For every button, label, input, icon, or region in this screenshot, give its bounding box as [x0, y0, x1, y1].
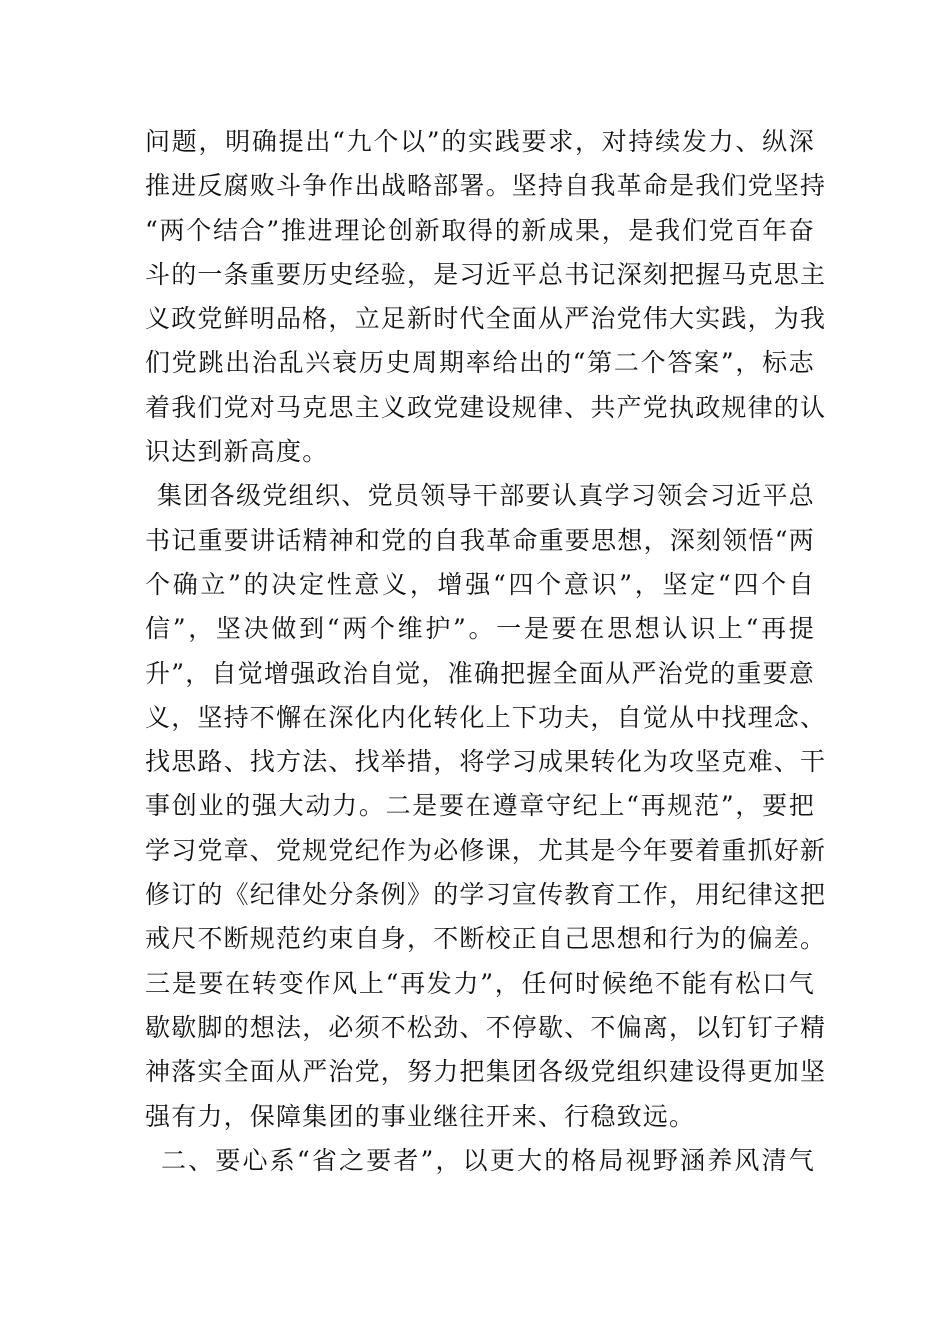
text-line: 升”，自觉增强政治自觉，准确把握全面从严治党的重要意 [145, 658, 815, 688]
text-line: 事创业的强大动力。二是要在遵章守纪上“再规范”，要把 [145, 791, 815, 821]
text-line: 义，坚持不懈在深化内化转化上下功夫，自觉从中找理念、 [145, 702, 827, 732]
paragraph-2 [145, 474, 827, 1138]
text-line: 学习党章、党规党纪作为必修课，尤其是今年要着重抓好新 [145, 835, 827, 865]
paragraph-1 [145, 120, 827, 474]
text-line: 信”，坚决做到“两个维护”。一是要在思想认识上“再提 [145, 614, 815, 644]
paragraph-3 [145, 1139, 815, 1183]
text-line: 找思路、找方法、找举措，将学习成果转化为攻坚克难、干 [145, 747, 827, 777]
text-line: 推进反腐败斗争作出战略部署。坚持自我革命是我们党坚持 [145, 171, 827, 201]
text-line: 着我们党对马克思主义政党建设规律、共产党执政规律的认 [145, 392, 827, 422]
text-line: 义政党鲜明品格，立足新时代全面从严治党伟大实践，为我 [145, 304, 827, 334]
text-line: 集团各级党组织、党员领导干部要认真学习领会习近平总 [157, 481, 815, 511]
text-line: 个确立”的决定性意义，增强“四个意识”，坚定“四个自 [145, 569, 815, 599]
text-line: 问题，明确提出“九个以”的实践要求，对持续发力、纵深 [145, 127, 815, 156]
text-line: 强有力，保障集团的事业继往开来、行稳致远。 [145, 1101, 696, 1131]
text-line: 歇歇脚的想法，必须不松劲、不停歇、不偏离，以钉钉子精 [145, 1012, 827, 1042]
text-line: 书记重要讲话精神和党的自我革命重要思想，深刻领悟“两 [145, 525, 815, 555]
text-line: 们党跳出治乱兴衰历史周期率给出的“第二个答案”，标志 [145, 348, 815, 378]
text-line: 神落实全面从严治党，努力把集团各级党组织建设得更加坚 [145, 1057, 827, 1087]
text-line: 识达到新高度。 [145, 437, 329, 467]
text-line: 三是要在转变作风上“再发力”，任何时候绝不能有松口气 [145, 968, 815, 998]
text-line: 斗的一条重要历史经验，是习近平总书记深刻把握马克思主 [145, 259, 827, 289]
section-heading-line: 二、要心系“省之要者”，以更大的格局视野涵养风清气 [161, 1145, 815, 1175]
text-line: 修订的《纪律处分条例》的学习宣传教育工作，用纪律这把 [145, 880, 827, 910]
text-line: “两个结合”推进理论创新取得的新成果，是我们党百年奋 [145, 215, 815, 245]
text-line: 戒尺不断规范约束自身，不断校正自己思想和行为的偏差。 [145, 924, 827, 954]
document-body [145, 120, 827, 1183]
